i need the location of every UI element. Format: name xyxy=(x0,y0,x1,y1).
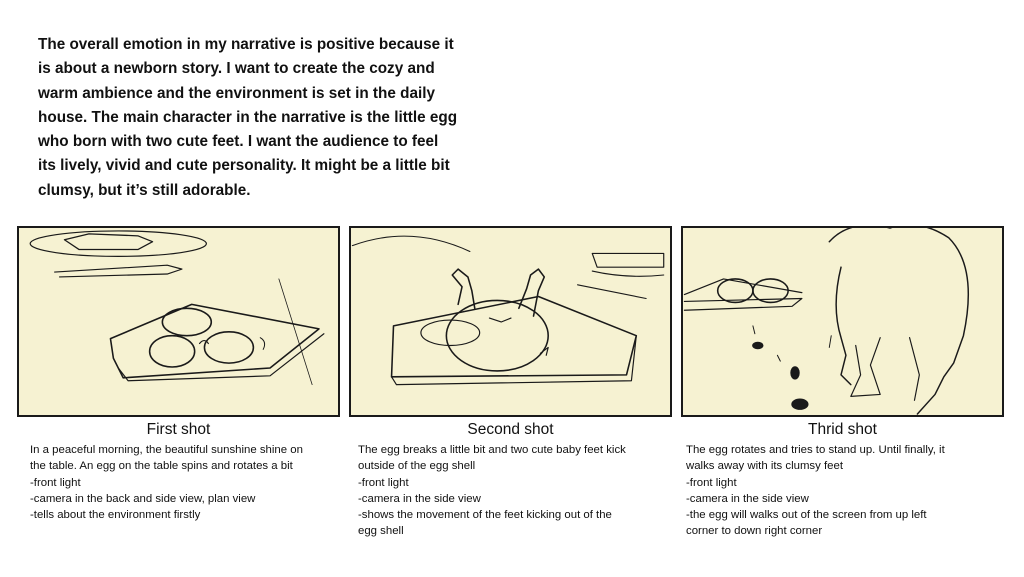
intro-line: The overall emotion in my narrative is positive because it xyxy=(38,36,454,53)
caption-line: -shows the movement of the feet kicking out of the xyxy=(358,509,612,522)
first-shot-title: First shot xyxy=(146,421,211,438)
caption-line: egg shell xyxy=(358,525,404,538)
caption-line: corner to down right corner xyxy=(686,525,823,538)
caption-line: -camera in the side view xyxy=(358,492,481,505)
third-shot-title: Thrid shot xyxy=(808,421,877,438)
caption-line: -tells about the environment firstly xyxy=(30,509,201,522)
storyboard-panel-second-shot xyxy=(349,226,672,417)
third-shot-sketch xyxy=(683,228,1002,415)
second-shot-sketch xyxy=(351,228,670,415)
intro-line: is about a newborn story. I want to create the cozy and xyxy=(38,60,435,78)
caption-line: -front light xyxy=(30,476,81,489)
caption-line: The egg breaks a little bit and two cute baby feet kick xyxy=(358,444,626,456)
caption-line: -front light xyxy=(686,476,737,489)
caption-line: walks away with its clumsy feet xyxy=(686,460,843,473)
intro-line: clumsy, but it’s still adorable. xyxy=(38,181,251,199)
caption-line: -camera in the back and side view, plan view xyxy=(30,492,256,505)
third-shot-caption xyxy=(686,442,1016,540)
intro-line: its lively, vivid and cute personality. It might be a little bit xyxy=(38,157,450,175)
second-shot-title: Second shot xyxy=(467,421,554,438)
first-shot-sketch xyxy=(19,228,338,415)
intro-line: warm ambience and the environment is set in the daily xyxy=(38,84,435,102)
caption-line: -the egg will walks out of the screen from up left xyxy=(686,509,927,522)
first-shot-caption xyxy=(30,442,360,523)
caption-line: -camera in the side view xyxy=(686,492,809,505)
caption-line: -front light xyxy=(358,476,409,489)
narrative-intro xyxy=(38,33,508,203)
intro-line: house. The main character in the narrative is the little egg xyxy=(38,108,458,126)
caption-line: The egg rotates and tries to stand up. Until finally, it xyxy=(686,444,945,456)
caption-line: In a peaceful morning, the beautiful sunshine shine on xyxy=(30,444,303,456)
caption-line: the table. An egg on the table spins and rotates a bit xyxy=(30,460,293,473)
second-shot-caption xyxy=(358,442,688,540)
intro-line: who born with two cute feet. I want the audience to feel xyxy=(38,133,439,151)
storyboard-panel-first-shot xyxy=(17,226,340,417)
caption-line: outside of the egg shell xyxy=(358,460,476,473)
storyboard-panel-third-shot xyxy=(681,226,1004,417)
